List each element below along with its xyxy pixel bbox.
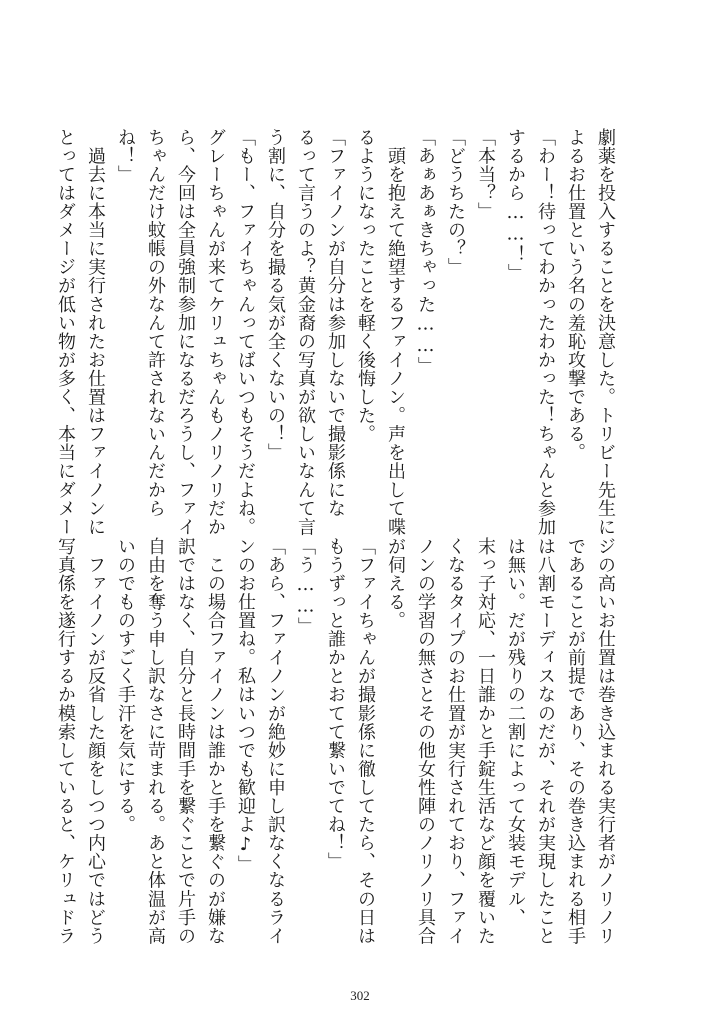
text-line: この場合ファイノンは誰かと手を繋ぐのが嫌な [205, 537, 226, 946]
text-line: 頭を抱えて絶望するファイノン。声を出して喋 [385, 128, 406, 537]
text-line: 「わー！待ってわかったわかった！ちゃんと参加 [535, 128, 556, 537]
text-line: 過去に本当に実行されたお仕置はファイノンに [85, 128, 106, 537]
text-line: 自由を奪う申し訳なさに苛まれる。あと体温が高 [145, 537, 166, 946]
upper-text-block [50, 128, 620, 537]
text-line: ね！」 [115, 128, 136, 184]
text-line: よるお仕置という名の羞恥攻撃である。 [565, 128, 586, 462]
text-line: グレーちゃんが来てケリュちゃんもノリノリだか [205, 128, 226, 537]
text-line: ノンの学習の無さとその他女性陣のノリノリ具合 [415, 537, 436, 946]
lower-text-block [50, 537, 620, 946]
text-line: 「ファイノンが自分は参加しないで撮影係にな [325, 128, 346, 518]
text-line: 「う……」 [295, 537, 316, 636]
text-line: ンのお仕置ね。私はいつでも歓迎よ♪」 [235, 537, 256, 874]
text-line: 末っ子対応、一日誰かと手錠生活など顔を覆いた [475, 537, 496, 946]
text-line: るようになったことを軽く後悔した。 [355, 128, 376, 444]
text-line: 「ファイちゃんが撮影係に徹してたら、その日は [355, 537, 376, 946]
text-line: いのでものすごく手汗を気にする。 [115, 537, 136, 834]
text-line: は無い。だが残りの二割によって女装モデル、 [505, 537, 526, 927]
text-line: ちゃんだけ蚊帳の外なんて許されないんだから [145, 128, 166, 518]
text-line: は八割モーディスなのだが、それが実現したこと [535, 537, 556, 946]
page-number: 302 [350, 988, 370, 1003]
text-line: 写真係を遂行するか模索していると、ケリュドラ [55, 537, 76, 946]
text-line: ジの高いお仕置は巻き込まれる実行者がノリノリ [595, 537, 616, 946]
text-line: 劇薬を投入することを決意した。トリビー先生に [595, 128, 616, 537]
text-line: するから……！」 [505, 128, 526, 283]
text-line: ファイノンが反省した顔をしつつ内心ではどう [85, 537, 106, 946]
text-line: 「どうちたの？」 [445, 128, 466, 277]
text-line: ら、今回は全員強制参加になるだろうし、ファイ [175, 128, 196, 537]
text-line: とってはダメージが低い物が多く、本当にダメー [55, 128, 76, 537]
text-line: るって言うのよ？黄金裔の写真が欲しいなんて言 [295, 128, 316, 537]
text-line: 「あぁあぁきちゃった……」 [415, 128, 436, 376]
text-line: う割に、自分を撮る気が全くないの！」 [265, 128, 286, 462]
text-line: もうずっと誰かとおてて繋いでてね！」 [325, 537, 346, 871]
text-line: 「あら、ファイノンが絶妙に申し訳なくなるライ [265, 537, 286, 946]
text-line: であることが前提であり、その巻き込まれる相手 [565, 537, 586, 946]
text-line: 訳ではなく、自分と長時間手を繋ぐことで片手の [175, 537, 196, 946]
text-line: 「本当？」 [475, 128, 496, 221]
text-line: くなるタイプのお仕置が実行されており、ファイ [445, 537, 466, 946]
text-line: が伺える。 [385, 537, 406, 630]
text-line: 「もー、ファイちゃんってばいつもそうだよね。 [235, 128, 256, 537]
